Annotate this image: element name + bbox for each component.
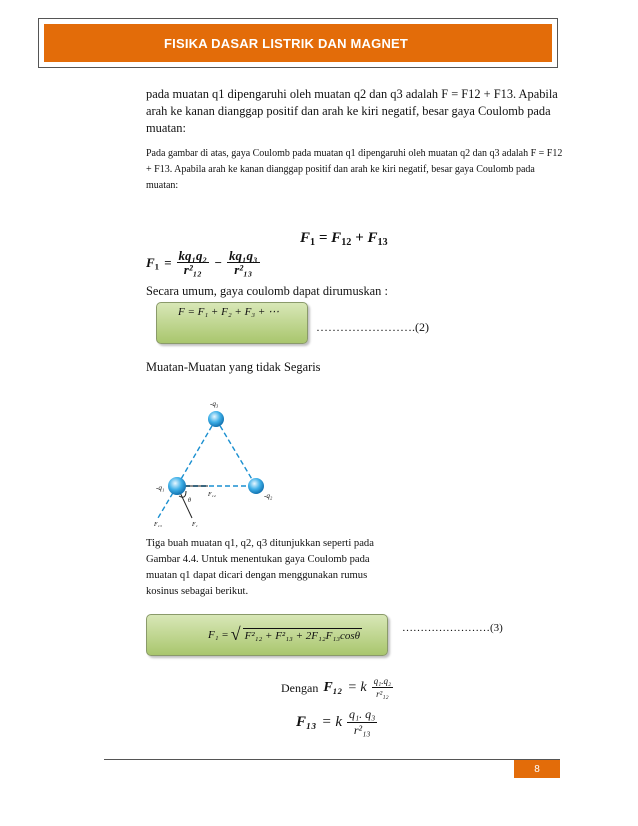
paragraph-three-charges: Tiga buah muatan q1, q2, q3 ditunjukkan seperti pada Gambar 4.4. Untuk menentukan gaya Coulomb pada muatan q1 dapat dicari dengan menggunakan rumus kosinus sebagai berikut. (146, 538, 374, 597)
charge-q2-ball (248, 478, 264, 494)
dashed-line-q1-q3 (177, 419, 216, 486)
label-q3: -q₃ (210, 400, 219, 408)
equation-f1: $F_1$ = $\frac{\text{kq₁q₂}}{\text{r²₁₂}}$ − $\frac{\text{kq₁q₃}}{\text{r²₁₃}}$ (146, 248, 258, 277)
equation-number-2: …………………….(2) (316, 320, 429, 334)
fraction-term-2: $\frac{\text{kq₁q₃}}{\text{r²₁₃}}$ (228, 248, 258, 277)
charge-q3-ball (208, 411, 224, 427)
dashed-line-q3-q2 (216, 419, 256, 486)
label-f1: F₁ (192, 522, 198, 528)
fraction-f12: $\frac{\text{q₁.q₂}}{\text{r²₁₂}}$ (373, 676, 392, 699)
label-theta: θ (188, 498, 191, 504)
equation-f13: F₁₃ = k $\frac{\text{q₁. q₃}}{\text{r²₁₃}}$ (296, 707, 376, 737)
paragraph-description: Pada gambar di atas, gaya Coulomb pada muatan q1 dipengaruhi oleh muatan q2 dan q3 adalah F = F12 + F13. Apabila arah ke kanan dianggap positif dan arah ke kiri negatif, besar gaya Coulomb pada muatan: (146, 148, 563, 191)
label-q1: -q₁ (156, 484, 165, 492)
label-f13: F₁₃ (154, 522, 162, 528)
fraction-term-1: $\frac{\text{kq₁q₂}}{\text{r²₁₂}}$ (178, 248, 208, 277)
page-number: 8 (534, 763, 540, 775)
label-q2: -q₂ (264, 492, 273, 500)
fraction-f13: $\frac{\text{q₁. q₃}}{\text{r²₁₃}}$ (349, 707, 376, 737)
equation-f12: Dengan F₁₂ = k $\frac{\text{q₁.q₂}}{\text{r²₁₂}}$ (281, 676, 392, 699)
page-number-box (514, 760, 560, 778)
header-banner (44, 24, 552, 62)
section-heading-nonlinear: Muatan-Muatan yang tidak Segaris (146, 360, 321, 374)
charge-q1-ball (168, 477, 186, 495)
header-title: FISIKA DASAR LISTRIK DAN MAGNET (164, 35, 409, 51)
general-formula-text: Secara umum, gaya coulomb dapat dirumuskan : (146, 284, 388, 298)
equation-cosine-rule: F₁ = √ F²₁₂ + F²₁₃ + 2F₁₂F₁₃cosθ (208, 624, 361, 644)
equation-number-3: ……………………(3) (402, 622, 503, 634)
equation-force-sum: $F_1 = F_{12} + F_{13}$ (300, 230, 388, 249)
charge-diagram (146, 392, 286, 530)
paragraph-intro: pada muatan q1 dipengaruhi oleh muatan q2 dan q3 adalah F = F12 + F13. Apabila arah ke kanan dianggap positif dan arah ke kiri negatif, besar gaya Coulomb pada muatan: (146, 87, 558, 135)
label-f12: F₁₂ (208, 492, 216, 498)
equation-general: F = F₁ + F₂ + F₃ + ⋯ (178, 306, 280, 318)
footer-divider (104, 759, 560, 760)
